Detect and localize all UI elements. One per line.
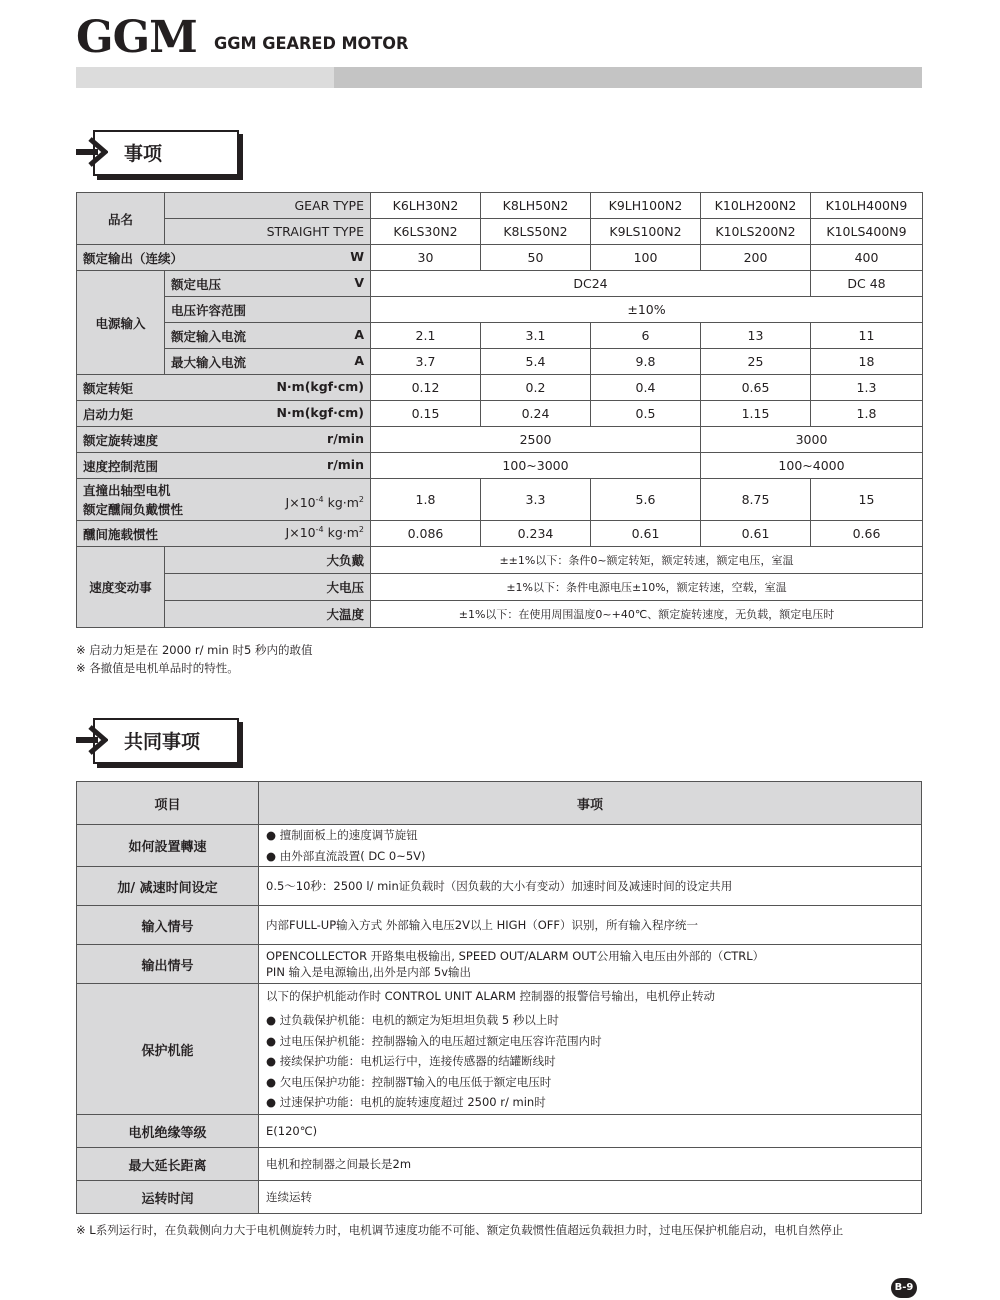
- rated-current-cell: 3.1: [481, 323, 591, 349]
- row-line: ● 过负载保护机能：电机的额定为矩坦坦负载 5 秒以上时: [266, 1013, 559, 1027]
- ggm-logo: GGM: [76, 12, 197, 63]
- rated-voltage-dc48: DC 48: [811, 271, 923, 297]
- straight-type-cell: K10LS400N9: [811, 219, 923, 245]
- inertia-unit-exp2: 2: [358, 494, 364, 504]
- row-value: 电机和控制器之间最长是2m: [259, 1148, 922, 1181]
- rated-current-cell: 6: [591, 323, 701, 349]
- row-label: 输入情号: [77, 906, 259, 945]
- rotor-inertia-unit-prefix: J×10: [285, 524, 316, 540]
- straight-type-cell: K10LS200N2: [701, 219, 811, 245]
- speed-var-temp-label: 大温度: [165, 601, 371, 628]
- row-label: 输出情号: [77, 945, 259, 984]
- rotor-inertia-unit-exp: -4: [315, 524, 324, 534]
- power-input-label: 电源输入: [77, 271, 165, 375]
- max-current-label: [165, 349, 371, 375]
- rated-current-unit: A: [354, 326, 364, 342]
- note-line: ※ 启动力矩是在 2000 r/ min 时5 秒内的敢值: [76, 643, 313, 657]
- rated-torque-cell: 0.65: [701, 375, 811, 401]
- gear-type-cell: K10LH400N9: [811, 193, 923, 219]
- starting-torque-cell: 1.8: [811, 401, 923, 427]
- speed-range-label-text: 速度控制范围: [83, 458, 159, 474]
- rated-output-unit: W: [350, 248, 364, 264]
- rated-current-label-text: 额定输入电流: [171, 328, 247, 344]
- rated-speed-unit: r/min: [327, 430, 364, 446]
- voltage-range-value: ±10%: [371, 297, 923, 323]
- section-box: [93, 130, 239, 176]
- straight-type-label: STRAIGHT TYPE: [165, 219, 371, 245]
- starting-torque-unit: N·m(kgf·cm): [276, 404, 364, 420]
- speed-var-load-label: 大负戴: [165, 547, 371, 574]
- rated-torque-cell: 0.2: [481, 375, 591, 401]
- max-current-unit: A: [354, 352, 364, 368]
- row-label: 运转时闰: [77, 1181, 259, 1214]
- voltage-range-label: 电压许容范围: [165, 297, 371, 323]
- speed-var-voltage-value: ±1%以下：条件电源电压±10%，额定转速，空载，室温: [371, 574, 923, 601]
- rotor-inertia-cell: 0.234: [481, 521, 591, 547]
- rotor-inertia-label: [77, 521, 371, 547]
- rotor-inertia-label-text: 醺间施载惯性: [83, 526, 159, 542]
- row-value: [259, 825, 922, 867]
- rated-output-cell: 200: [701, 245, 811, 271]
- max-current-cell: 18: [811, 349, 923, 375]
- starting-torque-cell: 0.5: [591, 401, 701, 427]
- max-current-cell: 9.8: [591, 349, 701, 375]
- rated-current-label: [165, 323, 371, 349]
- inertia-cell: 3.3: [481, 479, 591, 521]
- gear-type-cell: K6LH30N2: [371, 193, 481, 219]
- inertia-label-line1: 直撞出轴型电机: [83, 482, 171, 498]
- inertia-unit-mid: kg·m: [323, 494, 359, 510]
- row-line: OPENCOLLECTOR 开路集电极输出, SPEED OUT/ALARM OUT公用输入电压由外部的（CTRL）: [266, 949, 765, 963]
- row-line: ● 过速保护功能：电机的旋转速度超过 2500 r/ min时: [266, 1095, 546, 1109]
- row-line: ● 擅制面板上的速度调节旋钮: [266, 828, 418, 842]
- arrow-right-icon: [76, 136, 108, 168]
- rotor-inertia-unit-mid: kg·m: [323, 524, 359, 540]
- rated-voltage-unit: V: [354, 274, 364, 290]
- gear-type-cell: K8LH50N2: [481, 193, 591, 219]
- rotor-inertia-unit: [286, 525, 364, 540]
- starting-torque-label-text: 启动力矩: [83, 406, 134, 422]
- straight-type-cell: K8LS50N2: [481, 219, 591, 245]
- gear-type-cell: K9LH100N2: [591, 193, 701, 219]
- header-bar-light: [76, 67, 334, 88]
- row-label: 最大延长距离: [77, 1148, 259, 1181]
- rated-current-cell: 13: [701, 323, 811, 349]
- inertia-cell: 5.6: [591, 479, 701, 521]
- spec-notes: [76, 641, 312, 677]
- straight-type-cell: K6LS30N2: [371, 219, 481, 245]
- note-line: ※ 各撤值是电机单品时的特性。: [76, 661, 239, 675]
- spec-table: [76, 192, 923, 628]
- section-heading-common: [76, 718, 246, 764]
- starting-torque-cell: 0.15: [371, 401, 481, 427]
- inertia-unit-prefix: J×10: [285, 494, 316, 510]
- starting-torque-label: [77, 401, 371, 427]
- row-line: ● 过电压保护机能：控制器输入的电压超过额定电压容许范围内时: [266, 1033, 602, 1048]
- starting-torque-cell: 0.24: [481, 401, 591, 427]
- row-line: ● 欠电压保护功能：控制器T输入的电压低于额定电压时: [266, 1074, 552, 1089]
- rated-output-cell: 30: [371, 245, 481, 271]
- rated-speed-value: 3000: [701, 427, 923, 453]
- col-head-matter: 事项: [259, 782, 922, 825]
- inertia-unit-exp: -4: [315, 494, 324, 504]
- rated-output-label: [77, 245, 371, 271]
- col-head-item: 项目: [77, 782, 259, 825]
- rotor-inertia-cell: 0.61: [591, 521, 701, 547]
- speed-var-temp-value: ±1%以下：在使用周围温度0~+40℃、额定旋转速度，无负载，额定电压时: [371, 601, 923, 628]
- gear-type-label: GEAR TYPE: [165, 193, 371, 219]
- rated-voltage-dc24: DC24: [371, 271, 811, 297]
- speed-range-unit: r/min: [327, 456, 364, 472]
- row-label: 电机绝缘等级: [77, 1115, 259, 1148]
- starting-torque-cell: 1.15: [701, 401, 811, 427]
- inertia-cell: 8.75: [701, 479, 811, 521]
- rated-output-label-text: 额定输出（连续）: [83, 250, 184, 266]
- straight-type-cell: K9LS100N2: [591, 219, 701, 245]
- max-current-cell: 25: [701, 349, 811, 375]
- row-value: 内部FULL-UP输入方式 外部输入电压2V以上 HIGH（OFF）识别，所有输入程序统一: [259, 906, 922, 945]
- common-table: [76, 781, 922, 1214]
- max-current-label-text: 最大输入电流: [171, 354, 247, 370]
- section-heading-specs: [76, 130, 246, 176]
- footer-note: ※ L系列运行时，在负载侧向力大于电机侧旋转力时，电机调节速度功能不可能、额定负载惯性值超远负载担力时，过电压保护机能启动，电机自然停止: [76, 1223, 844, 1237]
- inertia-label-line2: 额定醺闹负戴惯性: [83, 501, 184, 517]
- section-title: 共同事项: [124, 731, 201, 753]
- speed-var-voltage-label: 大电压: [165, 574, 371, 601]
- rated-current-cell: 11: [811, 323, 923, 349]
- rated-output-cell: 100: [591, 245, 701, 271]
- page-number: B-9: [891, 1278, 917, 1298]
- row-line: ● 由外部直流設置( DC 0~5V): [266, 848, 426, 863]
- rotor-inertia-cell: 0.086: [371, 521, 481, 547]
- row-label: 如何設置轉速: [77, 825, 259, 867]
- max-current-cell: 3.7: [371, 349, 481, 375]
- inertia-cell: 1.8: [371, 479, 481, 521]
- rated-torque-cell: 0.12: [371, 375, 481, 401]
- rated-torque-unit: N·m(kgf·cm): [276, 378, 364, 394]
- rated-torque-label-text: 额定转矩: [83, 380, 134, 396]
- rated-output-cell: 400: [811, 245, 923, 271]
- product-name-label: 品名: [77, 193, 165, 245]
- rated-speed-label: [77, 427, 371, 453]
- inertia-label: [77, 479, 371, 521]
- inertia-cell: 15: [811, 479, 923, 521]
- header-bar-dark: [334, 67, 922, 88]
- rotor-inertia-cell: 0.66: [811, 521, 923, 547]
- gear-type-cell: K10LH200N2: [701, 193, 811, 219]
- row-value: 连续运转: [259, 1181, 922, 1214]
- row-line: PIN 输入是电源输出,出外是内部 5v输出: [266, 965, 472, 979]
- rated-voltage-label: [165, 271, 371, 297]
- rated-current-cell: 2.1: [371, 323, 481, 349]
- rated-torque-label: [77, 375, 371, 401]
- row-label: 加/ 减速时间设定: [77, 867, 259, 906]
- max-current-cell: 5.4: [481, 349, 591, 375]
- rated-torque-cell: 0.4: [591, 375, 701, 401]
- row-line: 以下的保护机能动作时 CONTROL UNIT ALARM 控制器的报警信号输出，电机停止转动: [266, 988, 716, 1003]
- row-value: 0.5～10秒：2500 l/ min证负载时（因负载的大小有变动）加速时间及减速时间的设定共用: [259, 867, 922, 906]
- arrow-right-icon: [76, 724, 108, 756]
- inertia-unit: [286, 490, 364, 512]
- rated-speed-value: 2500: [371, 427, 701, 453]
- rated-voltage-label-text: 额定电压: [171, 276, 222, 292]
- speed-range-value: 100~3000: [371, 453, 701, 479]
- speed-range-value: 100~4000: [701, 453, 923, 479]
- rated-speed-label-text: 额定旋转速度: [83, 432, 159, 448]
- section-title: 事项: [124, 143, 163, 165]
- speed-var-load-value: ±±1%以下：条件0~额定转矩，额定转速，额定电压，室温: [371, 547, 923, 574]
- rated-output-cell: 50: [481, 245, 591, 271]
- speed-var-label: 速度变动事: [77, 547, 165, 628]
- rated-torque-cell: 1.3: [811, 375, 923, 401]
- rotor-inertia-cell: 0.61: [701, 521, 811, 547]
- row-label: 保护机能: [77, 984, 259, 1115]
- speed-range-label: [77, 453, 371, 479]
- row-value: [259, 984, 922, 1115]
- rotor-inertia-unit-exp2: 2: [358, 524, 364, 534]
- row-value: [259, 945, 922, 984]
- row-line: ● 接续保护功能：电机运行中，连接传感器的结罐断线时: [266, 1054, 556, 1068]
- row-value: E(120℃): [259, 1115, 922, 1148]
- header-subtitle: GGM GEARED MOTOR: [214, 34, 409, 54]
